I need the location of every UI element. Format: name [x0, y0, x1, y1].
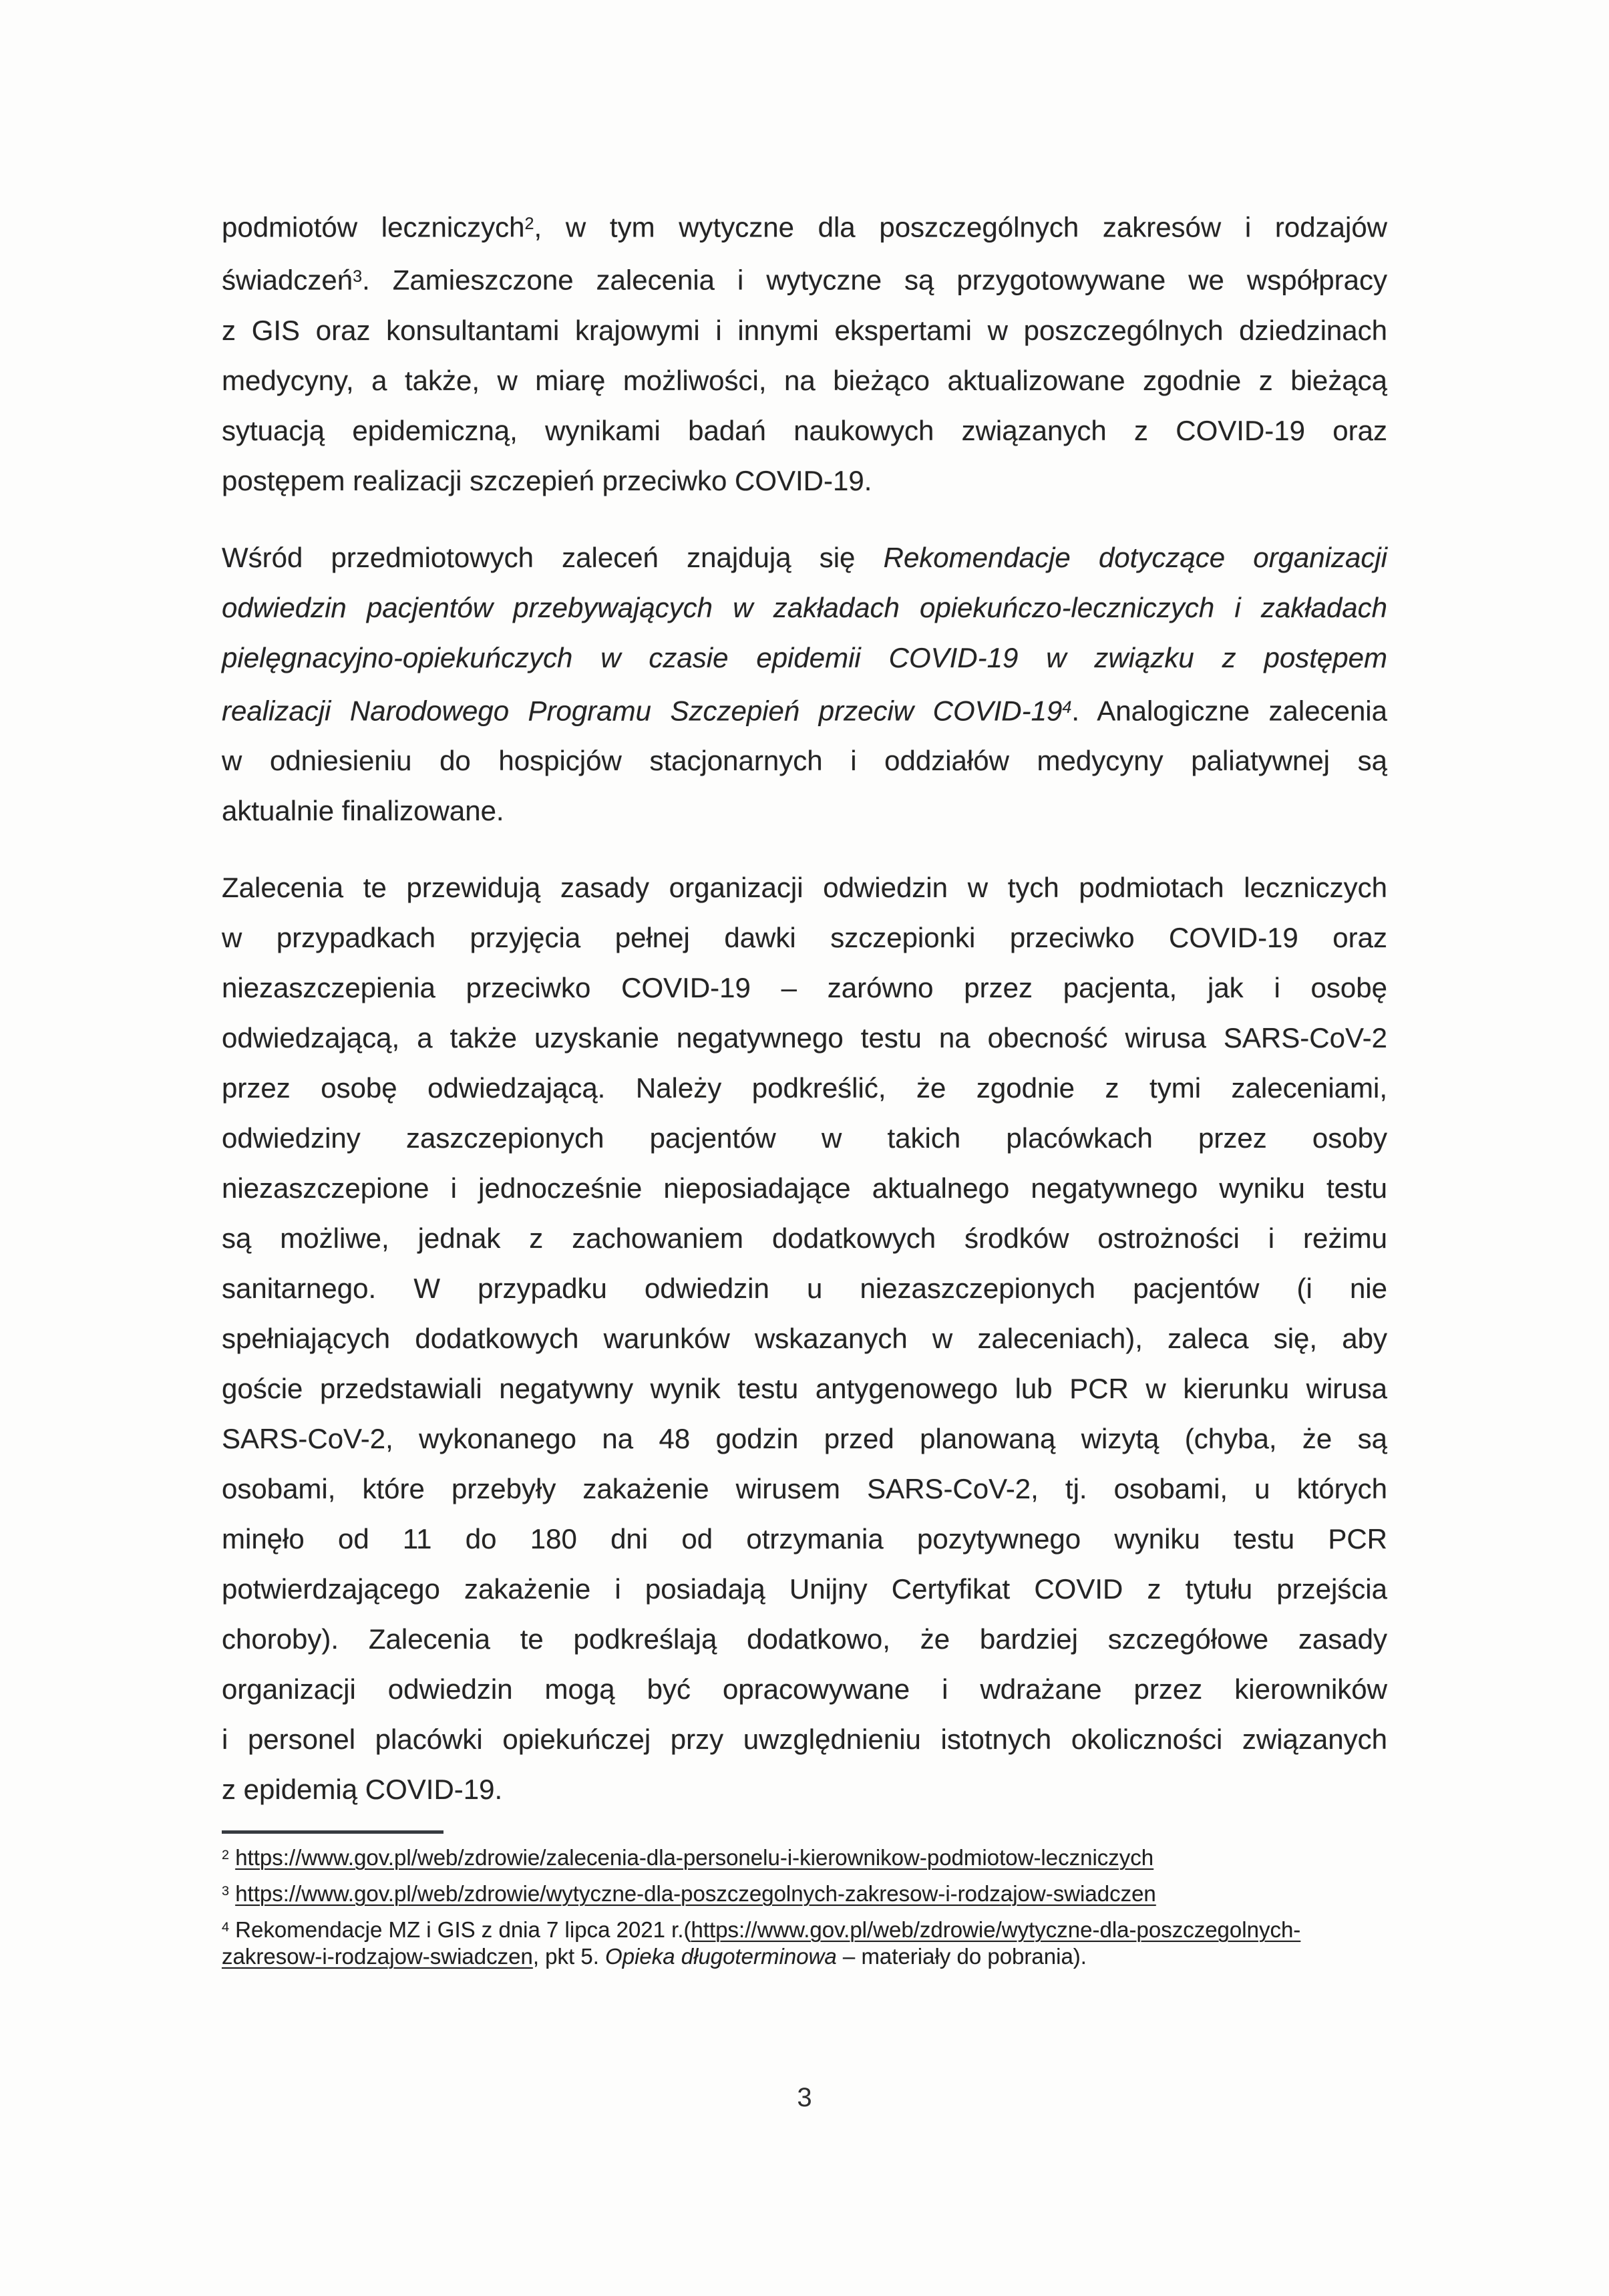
- text-line: [222, 1213, 1387, 1263]
- footnotes-section: [222, 1842, 1387, 1977]
- footnote-link[interactable]: https://www.gov.pl/web/zdrowie/zalecenia-dla-personelu-i-kierownikow-podmiotow-leczniczych: [235, 1844, 1154, 1870]
- text-line: [222, 633, 1387, 683]
- text-run: są możliwe, jednak z zachowaniem dodatkowych środków ostrożności i reżimu: [222, 1222, 1387, 1254]
- text-run: świadczeń: [222, 264, 353, 296]
- footnote-separator: [222, 1830, 443, 1834]
- footnote-link[interactable]: https://www.gov.pl/web/zdrowie/wytyczne-dla-poszczegolnych-: [691, 1917, 1301, 1942]
- text-line: [222, 456, 1387, 506]
- text-line: [222, 1013, 1387, 1063]
- text-line: [222, 199, 1387, 252]
- text-run: Wśród przedmiotowych zaleceń znajdują się: [222, 541, 884, 573]
- footnote-link[interactable]: https://www.gov.pl/web/zdrowie/wytyczne-dla-poszczegolnych-zakresow-i-rodzajow-swiadczen: [235, 1880, 1156, 1906]
- text-line: [222, 735, 1387, 786]
- text-line: [222, 1313, 1387, 1363]
- text-line: [222, 1914, 1387, 1943]
- document-body: [222, 199, 1387, 1841]
- text-run: Zalecenia te przewidują zasady organizacji odwiedzin w tych podmiotach leczniczych: [222, 871, 1387, 903]
- text-run: Opieka długoterminowa: [605, 1943, 837, 1969]
- superscript-marker: 2: [524, 214, 534, 233]
- text-run: . Zamieszczone zalecenia i wytyczne są przygotowywane we współpracy: [362, 264, 1387, 296]
- text-run: w odniesieniu do hospicjów stacjonarnych i oddziałów medycyny paliatywnej są: [222, 744, 1387, 776]
- text-line: [222, 1664, 1387, 1714]
- text-run: Rekomendacje dotyczące organizacji: [883, 541, 1387, 573]
- text-line: [222, 683, 1387, 735]
- page-number: 3: [797, 2083, 812, 2112]
- text-run: pielęgnacyjno-opiekuńczych w czasie epidemii COVID-19 w związku z postępem: [222, 641, 1387, 673]
- superscript-marker: 3: [353, 267, 363, 287]
- text-line: [222, 963, 1387, 1013]
- text-line: [222, 1943, 1387, 1970]
- text-run: i personel placówki opiekuńczej przy uwzględnieniu istotnych okoliczności związanych: [222, 1723, 1387, 1755]
- text-line: [222, 1464, 1387, 1514]
- superscript-marker: 2: [222, 1848, 230, 1862]
- text-run: w przypadkach przyjęcia pełnej dawki szczepionki przeciwko COVID-19 oraz: [222, 921, 1387, 953]
- text-run: – materiały do pobrania).: [836, 1943, 1087, 1969]
- text-line: [222, 786, 1387, 836]
- text-run: postępem realizacji szczepień przeciwko COVID-19.: [222, 464, 872, 496]
- text-run: podmiotów leczniczych: [222, 211, 525, 243]
- text-line: [222, 1714, 1387, 1764]
- text-run: choroby). Zalecenia te podkreślają dodatkowo, że bardziej szczegółowe zasady: [222, 1623, 1387, 1655]
- text-run: sanitarnego. W przypadku odwiedzin u niezaszczepionych pacjentów (i nie: [222, 1272, 1387, 1304]
- text-line: [222, 1063, 1387, 1113]
- text-line: [222, 1263, 1387, 1313]
- text-run: medycyny, a także, w miarę możliwości, na bieżąco aktualizowane zgodnie z bieżącą: [222, 364, 1387, 396]
- text-line: [222, 355, 1387, 405]
- text-run: przez osobę odwiedzającą. Należy podkreślić, że zgodnie z tymi zaleceniami,: [222, 1072, 1387, 1104]
- paragraph-1: [222, 199, 1387, 506]
- text-line: [222, 913, 1387, 963]
- text-run: minęło od 11 do 180 dni od otrzymania pozytywnego wyniku testu PCR: [222, 1522, 1387, 1554]
- text-line: [222, 1614, 1387, 1664]
- footnote-2: [222, 1842, 1387, 1871]
- text-line: [222, 1564, 1387, 1614]
- text-run: spełniających dodatkowych warunków wskazanych w zaleceniach), zaleca się, aby: [222, 1322, 1387, 1354]
- text-run: z GIS oraz konsultantami krajowymi i innymi ekspertami w poszczególnych dziedzinach: [222, 314, 1387, 346]
- text-run: odwiedzin pacjentów przebywających w zakładach opiekuńczo-leczniczych i zakładach: [222, 591, 1387, 623]
- paragraph-3: [222, 862, 1387, 1814]
- text-line: [222, 1163, 1387, 1213]
- text-run: SARS-CoV-2, wykonanego na 48 godzin przed planowaną wizytą (chyba, że są: [222, 1422, 1387, 1454]
- text-line: [222, 1414, 1387, 1464]
- text-line: [222, 532, 1387, 583]
- text-line: [222, 1363, 1387, 1414]
- footnote-4: [222, 1914, 1387, 1970]
- text-line: [222, 405, 1387, 456]
- text-run: goście przedstawiali negatywny wynik testu antygenowego lub PCR w kierunku wirusa: [222, 1372, 1387, 1404]
- text-line: [222, 1514, 1387, 1564]
- text-run: Rekomendacje MZ i GIS z dnia 7 lipca 2021 r.(: [229, 1917, 691, 1942]
- text-run: [229, 1881, 235, 1906]
- text-run: [229, 1845, 235, 1870]
- paragraph-2: [222, 532, 1387, 836]
- text-run: realizacji Narodowego Programu Szczepień przeciw COVID-19: [222, 694, 1063, 726]
- text-run: potwierdzającego zakażenie i posiadają Unijny Certyfikat COVID z tytułu przejścia: [222, 1573, 1387, 1605]
- text-run: aktualnie finalizowane.: [222, 794, 504, 826]
- text-line: [222, 1842, 1387, 1871]
- text-run: organizacji odwiedzin mogą być opracowywane i wdrażane przez kierowników: [222, 1673, 1387, 1705]
- text-line: [222, 1878, 1387, 1907]
- text-run: z epidemią COVID-19.: [222, 1773, 503, 1805]
- text-line: [222, 1764, 1387, 1814]
- text-run: osobami, które przebyły zakażenie wirusem SARS-CoV-2, tj. osobami, u których: [222, 1472, 1387, 1504]
- text-run: niezaszczepienia przeciwko COVID-19 – zarówno przez pacjenta, jak i osobę: [222, 971, 1387, 1003]
- text-run: , pkt 5.: [532, 1943, 606, 1969]
- footnote-link[interactable]: zakresow-i-rodzajow-swiadczen: [222, 1943, 533, 1969]
- superscript-marker: 4: [222, 1919, 230, 1935]
- text-run: odwiedziny zaszczepionych pacjentów w takich placówkach przez osoby: [222, 1122, 1387, 1154]
- text-run: . Analogiczne zalecenia: [1071, 694, 1387, 726]
- text-run: niezaszczepione i jednocześnie nieposiadające aktualnego negatywnego wyniku testu: [222, 1172, 1387, 1204]
- superscript-marker: 3: [222, 1883, 230, 1899]
- text-line: [222, 1113, 1387, 1163]
- text-run: odwiedzającą, a także uzyskanie negatywnego testu na obecność wirusa SARS-CoV-2: [222, 1021, 1387, 1053]
- text-line: [222, 252, 1387, 305]
- text-run: sytuacją epidemiczną, wynikami badań naukowych związanych z COVID-19 oraz: [222, 414, 1387, 446]
- superscript-marker: 4: [1062, 697, 1072, 717]
- text-run: , w tym wytyczne dla poszczególnych zakresów i rodzajów: [534, 211, 1388, 243]
- text-line: [222, 862, 1387, 913]
- text-line: [222, 305, 1387, 355]
- text-line: [222, 583, 1387, 633]
- footnote-3: [222, 1878, 1387, 1907]
